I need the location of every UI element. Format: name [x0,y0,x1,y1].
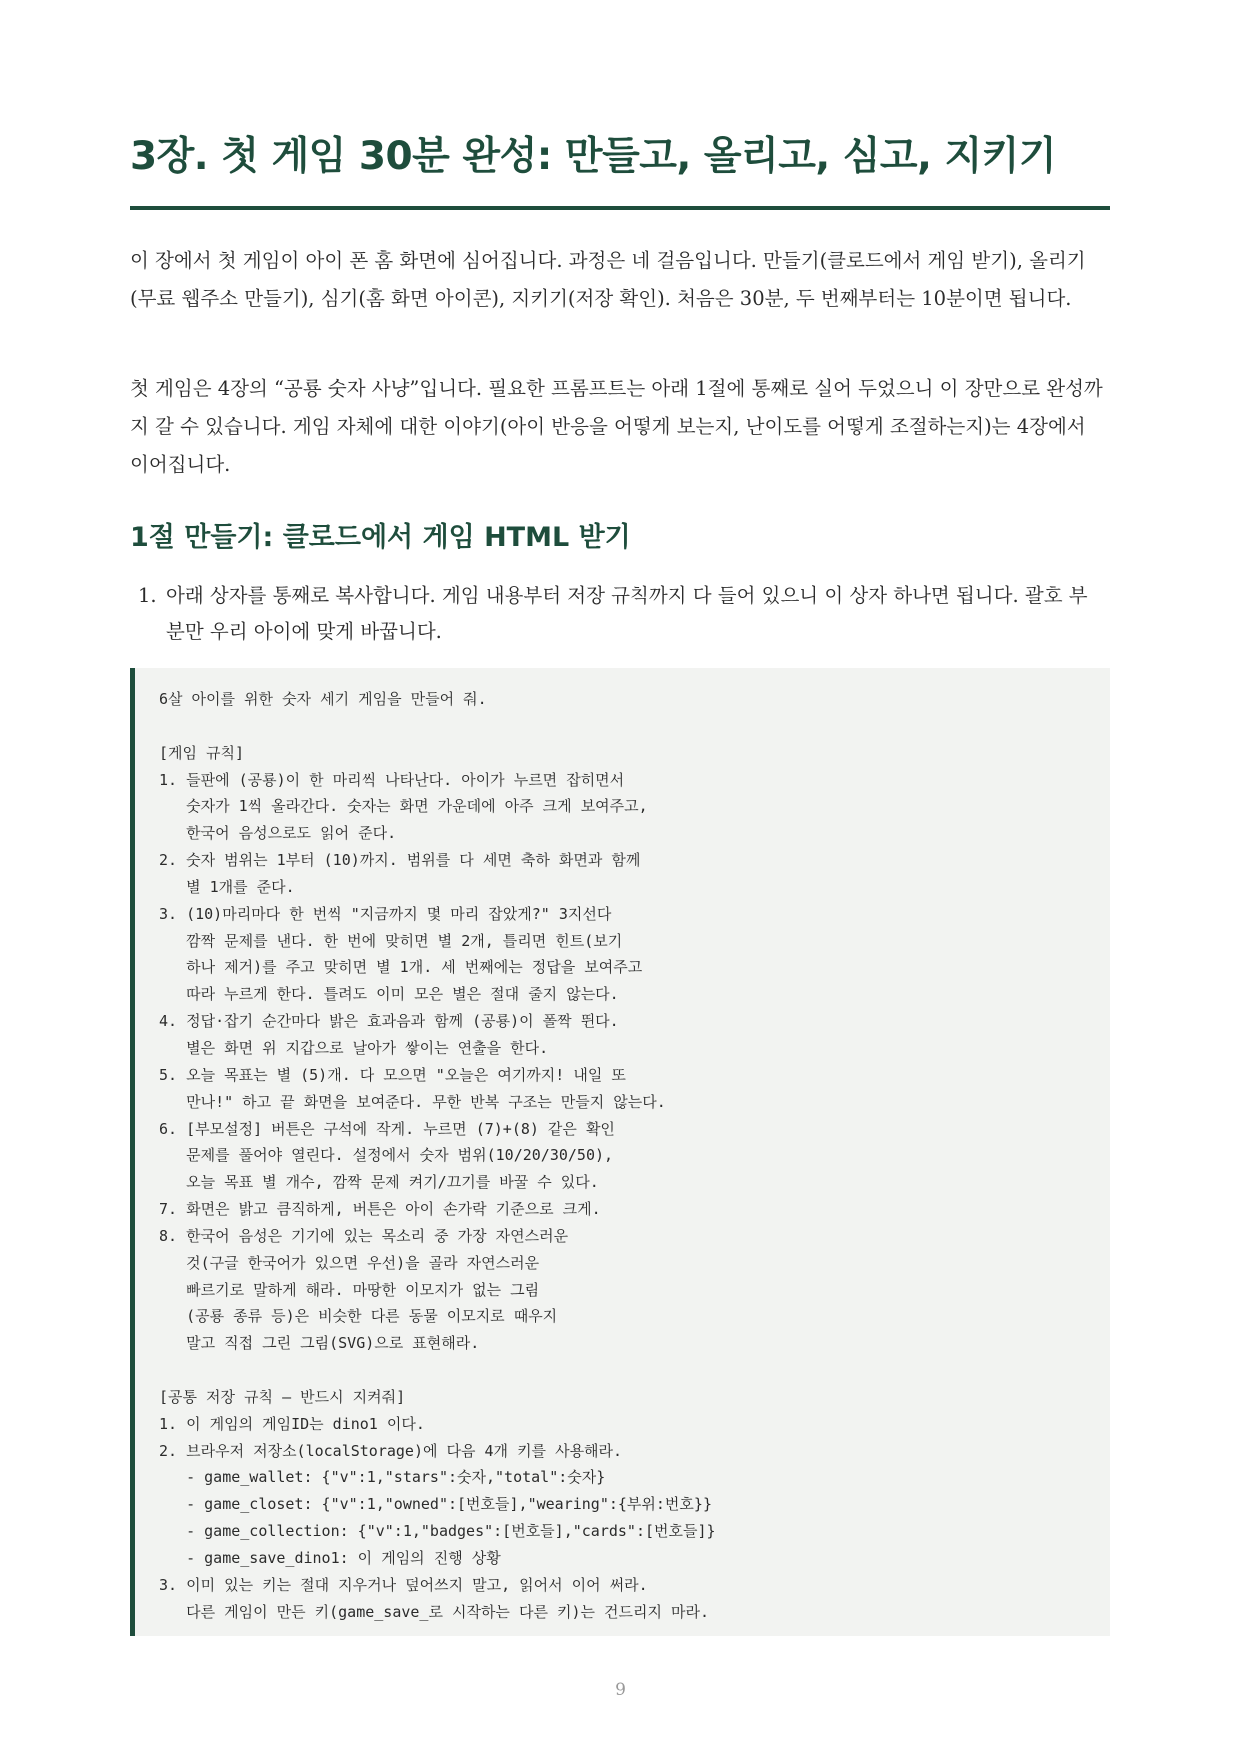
code-line: 한국어 음성으로도 읽어 준다. [159,824,397,843]
code-line: 깜짝 문제를 낸다. 한 번에 맞히면 별 2개, 틀리면 힌트(보기 [159,931,623,950]
code-line: 별은 화면 위 지갑으로 날아가 쌓이는 연출을 한다. [159,1038,549,1057]
code-line: - game_closet: {"v":1,"owned":[번호들],"wearing":{부위:번호}} [159,1495,712,1514]
title-underline [130,206,1110,210]
section-title: 1절 만들기: 클로드에서 게임 HTML 받기 [130,522,631,553]
code-line: 1. 들판에 (공룡)이 한 마리씩 나타난다. 아이가 누르면 잡히면서 [159,770,625,789]
code-line: - game_collection: {"v":1,"badges":[번호들],"cards":[번호들]} [159,1522,716,1541]
code-line: 오늘 목표 별 개수, 깜짝 문제 켜기/끄기를 바꿀 수 있다. [159,1173,599,1192]
code-line: - game_save_dino1: 이 게임의 진행 상황 [159,1549,501,1567]
code-line: 따라 누르게 한다. 틀려도 이미 모은 별은 절대 줄지 않는다. [159,985,619,1004]
code-line: 하나 제거)를 주고 맞히면 별 1개. 세 번째에는 정답을 보여주고 [159,958,643,977]
code-line: 2. 브라우저 저장소(localStorage)에 다음 4개 키를 사용해라. [159,1441,623,1460]
code-line: 빠르기로 말하게 해라. 마땅한 이모지가 없는 그림 [159,1280,540,1299]
chapter-title: 3장. 첫 게임 30분 완성: 만들고, 올리고, 심고, 지키기 [130,134,1057,179]
intro-paragraph-2: 첫 게임은 4장의 “공룡 숫자 사냥”입니다. 필요한 프롬프트는 아래 1절에 통째로 실어 두었으니 이 장만으로 완성까지 갈 수 있습니다. 게임 자체에 대한 이야기(아이 반응을 어떻게 보는지, 난이도를 어떻게 조절하는지)는 4장에서 이어집니다. [130,377,1103,476]
step-text: 아래 상자를 통째로 복사합니다. 게임 내용부터 저장 규칙까지 다 들어 있으니 이 상자 하나면 됩니다. 괄호 부분만 우리 아이에 맞게 바꿉니다. [166,584,1088,643]
intro-paragraph-1: 이 장에서 첫 게임이 아이 폰 홈 화면에 심어집니다. 과정은 네 걸음입니다. 만들기(클로드에서 게임 받기), 올리기(무료 웹주소 만들기), 심기(홈 화면 아이콘), 지키기(저장 확인). 처음은 30분, 두 번째부터는 10분이면 됩니다. [130,249,1086,310]
code-line: 2. 숫자 범위는 1부터 (10)까지. 범위를 다 세면 축하 화면과 함께 [159,851,641,870]
code-line: (공룡 종류 등)은 비슷한 다른 동물 이모지로 때우지 [159,1307,558,1326]
code-line: 5. 오늘 목표는 별 (5)개. 다 모으면 "오늘은 여기까지! 내일 또 [159,1065,626,1084]
code-line: 만나!" 하고 끝 화면을 보여준다. 무한 반복 구조는 만들지 않는다. [159,1092,666,1111]
code-line: 4. 정답·잡기 순간마다 밝은 효과음과 함께 (공룡)이 폴짝 뛴다. [159,1012,619,1031]
code-line: 6. [부모설정] 버튼은 구석에 작게. 누르면 (7)+(8) 같은 확인 [159,1119,615,1138]
code-line: 3. (10)마리마다 한 번씩 "지금까지 몇 마리 잡았게?" 3지선다 [159,904,612,923]
step-number: 1. [138,584,157,607]
code-line: 1. 이 게임의 게임ID는 dino1 이다. [159,1414,425,1433]
code-line: [공통 저장 규칙 — 반드시 지켜줘] [159,1387,406,1406]
code-line: 말고 직접 그린 그림(SVG)으로 표현해라. [159,1334,480,1353]
code-blank-line [159,1357,1099,1384]
code-line: 별 1개를 준다. [159,877,295,896]
code-line: 7. 화면은 밝고 큼직하게, 버튼은 아이 손가락 기준으로 크게. [159,1200,601,1219]
code-line: - game_wallet: {"v":1,"stars":숫자,"total":숫자} [159,1468,606,1487]
code-line: 다른 게임이 만든 키(game_save_로 시작하는 다른 키)는 건드리지 마라. [159,1602,710,1621]
code-line: 3. 이미 있는 키는 절대 지우거나 덮어쓰지 말고, 읽어서 이어 써라. [159,1575,648,1594]
code-line: 문제를 풀어야 열린다. 설정에서 숫자 범위(10/20/30/50), [159,1146,614,1165]
code-line: 것(구글 한국어가 있으면 우선)을 골라 자연스러운 [159,1253,540,1272]
code-line: 숫자가 1씩 올라간다. 숫자는 화면 가운데에 아주 크게 보여주고, [159,797,648,816]
code-blank-line [159,713,1099,740]
prompt-code-text [159,686,1099,1626]
prompt-code-box[interactable] [130,668,1110,1636]
page-number: 9 [615,1680,626,1700]
code-line: 8. 한국어 음성은 기기에 있는 목소리 중 가장 자연스러운 [159,1226,569,1245]
code-line: 6살 아이를 위한 숫자 세기 게임을 만들어 줘. [159,690,487,708]
step-item [138,578,1098,650]
code-line: [게임 규칙] [159,743,245,762]
